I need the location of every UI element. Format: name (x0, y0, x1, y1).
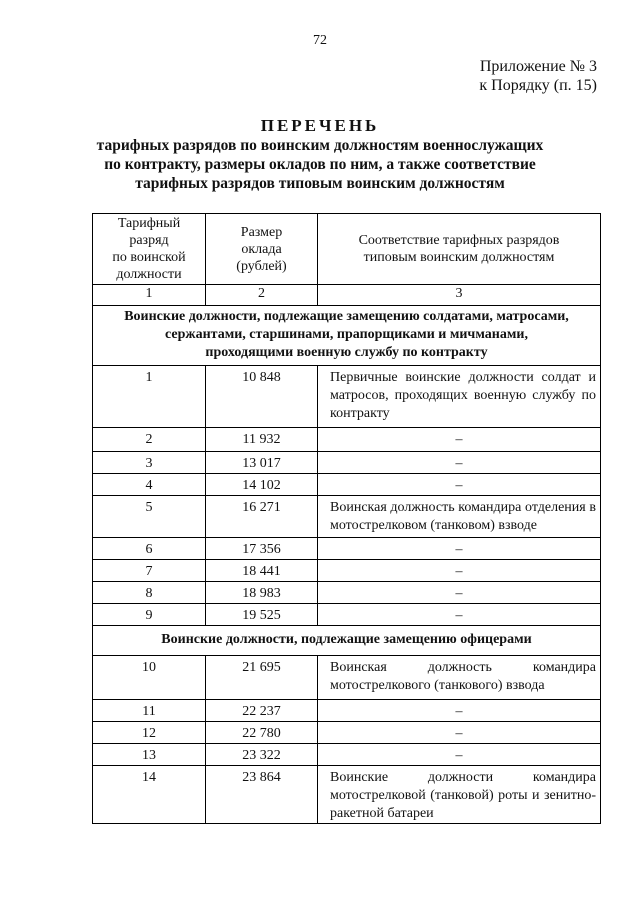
salary-cell: 22 780 (206, 722, 318, 744)
header-salary-line: Размер (240, 224, 283, 240)
description-cell: – (318, 538, 601, 560)
salary-cell: 13 017 (206, 452, 318, 474)
table-row (93, 700, 601, 722)
section-heading-row (93, 626, 601, 656)
description-cell: – (318, 582, 601, 604)
table-row (93, 452, 601, 474)
header-grade-line: должности (116, 267, 182, 282)
salary-cell: 22 237 (206, 700, 318, 722)
grade-cell: 11 (93, 700, 206, 722)
salary-cell: 17 356 (206, 538, 318, 560)
header-correspondence (318, 214, 601, 285)
grade-cell: 7 (93, 560, 206, 582)
table-row (93, 366, 601, 428)
description-cell: – (318, 700, 601, 722)
section-heading-officers: Воинские должности, подлежащие замещению офицерами (93, 626, 601, 656)
salary-cell: 21 695 (206, 656, 318, 700)
column-number: 1 (93, 285, 206, 306)
grade-cell: 10 (93, 656, 206, 700)
appendix-note (447, 57, 597, 95)
description-cell: – (318, 604, 601, 626)
description-cell: – (318, 744, 601, 766)
table-row (93, 560, 601, 582)
table-header-row (93, 214, 601, 285)
table-row (93, 428, 601, 452)
description-cell: – (318, 560, 601, 582)
description-cell: Воинская должность командира отделения в мотострелковом (танковом) взводе (318, 496, 601, 538)
description-cell: – (318, 474, 601, 496)
header-salary-line: (рублей) (236, 258, 287, 274)
description-cell: – (318, 452, 601, 474)
table-row (93, 496, 601, 538)
header-grade-line: Тарифный (117, 216, 181, 231)
grade-cell: 4 (93, 474, 206, 496)
appendix-line-2: к Порядку (п. 15) (479, 77, 597, 94)
description-cell: Воинские должности командира мотострелковой (танковой) роты и зенитно-ракетной батареи (318, 766, 601, 824)
document-title: ПЕРЕЧЕНЬ (260, 116, 380, 135)
description-cell: Воинская должность командира мотострелкового (танкового) взвода (318, 656, 601, 700)
header-correspondence-line: Соответствие тарифных разрядов (358, 233, 560, 248)
section-heading-enlisted (93, 306, 601, 366)
salary-cell: 18 983 (206, 582, 318, 604)
table-row (93, 582, 601, 604)
tariff-table (92, 213, 601, 824)
header-grade (93, 214, 206, 285)
header-grade-line: разряд (129, 233, 169, 248)
description-cell: Первичные воинские должности солдат и матросов, проходящих военную службу по контракту (318, 366, 601, 428)
salary-cell: 18 441 (206, 560, 318, 582)
table-row (93, 474, 601, 496)
table-row (93, 538, 601, 560)
salary-cell: 23 322 (206, 744, 318, 766)
document-subtitle (60, 136, 580, 193)
grade-cell: 8 (93, 582, 206, 604)
section-heading-line: проходящими военную службу по контракту (205, 345, 488, 360)
description-cell: – (318, 428, 601, 452)
section-heading-line: Воинские должности, подлежащие замещению солдатами, матросами, (124, 309, 569, 324)
grade-cell: 1 (93, 366, 206, 428)
grade-cell: 3 (93, 452, 206, 474)
grade-cell: 13 (93, 744, 206, 766)
appendix-line-1: Приложение № 3 (479, 58, 597, 75)
salary-cell: 19 525 (206, 604, 318, 626)
column-number-row (93, 285, 601, 306)
header-correspondence-line: типовым воинским должностям (363, 250, 555, 265)
table-row (93, 744, 601, 766)
salary-cell: 10 848 (206, 366, 318, 428)
salary-cell: 23 864 (206, 766, 318, 824)
grade-cell: 12 (93, 722, 206, 744)
subtitle-line-1: тарифных разрядов по воинским должностям военнослужащих (96, 137, 544, 154)
grade-cell: 5 (93, 496, 206, 538)
table-row (93, 656, 601, 700)
header-salary-line: оклада (241, 241, 282, 257)
salary-cell: 16 271 (206, 496, 318, 538)
description-cell: – (318, 722, 601, 744)
table-row (93, 766, 601, 824)
subtitle-line-2: по контракту, размеры окладов по ним, а также соответствие (104, 156, 536, 173)
section-heading-line: сержантами, старшинами, прапорщиками и мичманами, (165, 327, 528, 342)
table-row (93, 722, 601, 744)
salary-cell: 11 932 (206, 428, 318, 452)
salary-cell: 14 102 (206, 474, 318, 496)
grade-cell: 9 (93, 604, 206, 626)
header-salary (206, 214, 318, 285)
grade-cell: 6 (93, 538, 206, 560)
column-number: 2 (206, 285, 318, 306)
table-row (93, 604, 601, 626)
page-number: 72 (313, 33, 327, 48)
subtitle-line-3: тарифных разрядов типовым воинским должностям (135, 175, 505, 192)
header-grade-line: по воинской (112, 250, 186, 265)
section-heading-row (93, 306, 601, 366)
column-number: 3 (318, 285, 601, 306)
grade-cell: 2 (93, 428, 206, 452)
grade-cell: 14 (93, 766, 206, 824)
